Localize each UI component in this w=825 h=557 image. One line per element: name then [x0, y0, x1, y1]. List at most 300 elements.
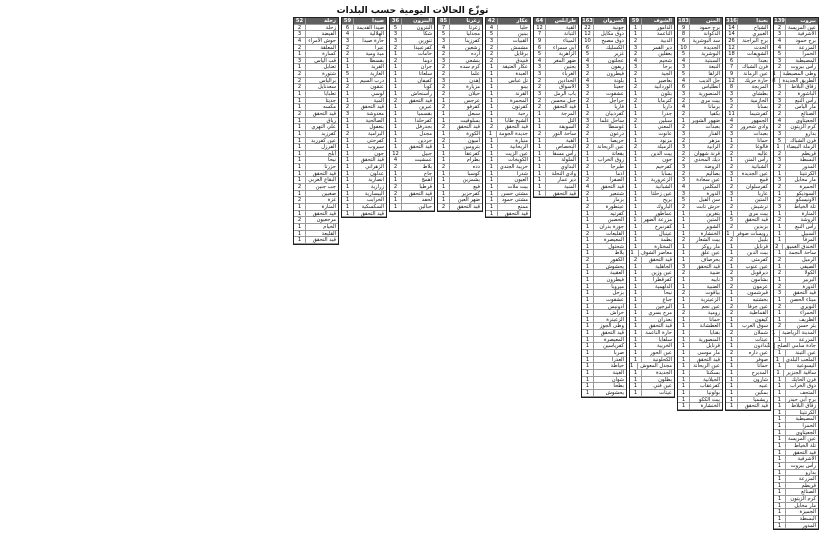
town-count: 1 — [582, 138, 594, 144]
town-name: كرم الزيتون — [790, 124, 816, 131]
town-name: المنصورية — [698, 91, 720, 98]
town-row — [774, 104, 818, 111]
town-row — [486, 31, 530, 38]
town-name: المنارة — [801, 210, 816, 217]
town-row — [774, 131, 818, 138]
town-name: ذوق الخراب — [789, 383, 816, 390]
town-name: عين قني — [653, 383, 672, 390]
town-count: 2 — [630, 144, 642, 150]
town-row — [630, 131, 674, 138]
town-name: بسابا — [661, 170, 672, 177]
town-count: 1 — [294, 171, 306, 177]
town-row — [294, 45, 338, 52]
town-count: 2 — [294, 71, 306, 77]
town-name: قيد التحقق — [360, 210, 384, 217]
town-count: 1 — [726, 177, 738, 183]
town-count: 2 — [294, 184, 306, 190]
town-row — [630, 177, 674, 184]
town-count: 1 — [582, 157, 594, 163]
town-count: 1 — [486, 184, 498, 190]
town-row — [582, 104, 626, 111]
town-name: الصنائع — [801, 110, 816, 117]
town-count: 1 — [630, 357, 642, 363]
town-count: 1 — [678, 330, 690, 336]
town-name: قيد التحقق — [504, 124, 528, 131]
town-count: 2 — [582, 204, 594, 210]
town-count: 2 — [726, 151, 738, 157]
town-name: عين داره — [748, 350, 768, 357]
town-row — [678, 323, 722, 330]
town-name: بريح — [662, 197, 672, 204]
town-row — [486, 71, 530, 78]
town-row — [294, 124, 338, 131]
town-row — [774, 323, 818, 330]
town-row — [630, 330, 674, 337]
town-name: غزة — [327, 197, 336, 204]
town-count: 1 — [678, 397, 690, 403]
town-name: الطريق الجديدة — [782, 77, 816, 84]
town-row — [582, 377, 626, 384]
town-count: 1 — [390, 144, 402, 150]
town-name: عاريا — [757, 190, 768, 197]
town-name: بيت الدين — [651, 150, 672, 157]
town-count: 1 — [342, 191, 354, 197]
town-count: 1 — [774, 403, 786, 409]
town-row — [726, 164, 770, 171]
town-count: 1 — [438, 184, 450, 190]
town-row — [294, 91, 338, 98]
town-name: عين كفرزبد — [311, 137, 336, 144]
town-name: أميون — [467, 137, 480, 144]
town-count: 1 — [630, 390, 642, 396]
town-row — [774, 144, 818, 151]
town-name: قيد التحقق — [360, 104, 384, 111]
town-row — [294, 144, 338, 151]
town-row — [438, 197, 482, 204]
town-name: الخرايب — [366, 197, 384, 204]
town-count: 2 — [582, 144, 594, 150]
town-name: صغبين — [322, 190, 336, 197]
town-name: بينو — [520, 84, 528, 91]
town-count: 1 — [582, 244, 594, 250]
town-count: 2 — [678, 151, 690, 157]
town-row — [390, 45, 434, 52]
town-row — [678, 58, 722, 65]
town-count: 3 — [774, 31, 786, 37]
town-count: 1 — [630, 297, 642, 303]
town-count: 1 — [342, 211, 354, 217]
town-name: زقاق البلاط — [791, 84, 816, 91]
town-name: القبيات — [512, 37, 528, 44]
town-count: 1 — [438, 111, 450, 117]
town-name: جورة بدران — [599, 223, 624, 230]
town-name: حرش تابت — [696, 203, 720, 210]
town-row — [486, 164, 530, 171]
town-row — [294, 104, 338, 111]
town-name: المعلقة — [320, 44, 336, 51]
town-row — [342, 25, 386, 32]
town-count: 1 — [630, 237, 642, 243]
town-row — [582, 164, 626, 171]
town-name: معاصر الشوف — [640, 250, 672, 257]
town-count: 1 — [630, 78, 642, 84]
town-count: 2 — [678, 111, 690, 117]
town-name: شدرا — [516, 170, 528, 177]
town-name: شتورة — [322, 71, 336, 78]
town-count: 1 — [726, 250, 738, 256]
town-count: 3 — [582, 64, 594, 70]
town-name: داريا — [662, 104, 672, 111]
town-count: 1 — [390, 204, 402, 210]
town-name: البحصاص — [555, 144, 576, 151]
town-row — [486, 157, 530, 164]
town-count: 26 — [726, 38, 738, 44]
town-name: لحفد — [421, 197, 432, 204]
town-count: 3 — [294, 31, 306, 37]
town-count: 1 — [486, 177, 498, 183]
town-name: ساقية الجنزير — [786, 369, 816, 376]
town-count: 1 — [678, 244, 690, 250]
town-count: 2 — [630, 71, 642, 77]
town-count: 1 — [678, 231, 690, 237]
town-count: 1 — [678, 343, 690, 349]
town-row — [726, 171, 770, 178]
town-name: مزرعة الضهر — [643, 217, 672, 224]
town-count: 1 — [774, 516, 786, 522]
town-row — [726, 111, 770, 118]
town-row — [630, 390, 674, 397]
town-count: 1 — [438, 98, 450, 104]
town-name: حمانا — [757, 363, 768, 370]
town-count: 2 — [438, 104, 450, 110]
town-count: 3 — [294, 58, 306, 64]
town-name: انطلياس — [701, 84, 720, 91]
town-row — [582, 357, 626, 364]
town-row — [438, 51, 482, 58]
town-name: حارة حريك — [744, 77, 768, 84]
town-row — [774, 443, 818, 450]
town-name: بلونة — [613, 77, 624, 84]
town-count: 1 — [678, 317, 690, 323]
town-count: 4 — [534, 58, 546, 64]
town-row — [582, 297, 626, 304]
town-name: قيد التحقق — [648, 257, 672, 264]
town-count: 4 — [726, 118, 738, 124]
town-count: 2 — [534, 104, 546, 110]
town-count: 2 — [774, 124, 786, 130]
town-name: بخشتيه — [752, 296, 768, 303]
town-row — [390, 138, 434, 145]
town-count: 1 — [486, 84, 498, 90]
town-row — [342, 131, 386, 138]
town-row — [342, 84, 386, 91]
town-name: بيت الشعار — [696, 237, 720, 244]
town-count: 1 — [630, 264, 642, 270]
town-name: مية ومية — [365, 51, 384, 58]
town-name: رأس بيروت — [790, 64, 816, 71]
town-count: 1 — [774, 297, 786, 303]
town-count: 1 — [294, 224, 306, 230]
town-count: 1 — [342, 171, 354, 177]
town-row — [726, 124, 770, 131]
town-name: بلاط — [614, 250, 624, 257]
town-count: 1 — [486, 151, 498, 157]
town-name: الفيضة — [321, 31, 336, 38]
town-name: جران — [420, 64, 432, 71]
town-name: برمانا — [708, 104, 720, 111]
town-name: المكلس — [702, 184, 720, 191]
town-count: 2 — [390, 58, 402, 64]
town-row — [342, 51, 386, 58]
town-row — [534, 31, 578, 38]
town-name: ديك المحدي — [694, 157, 720, 164]
town-name: ريفون — [610, 64, 624, 71]
town-name: بقسميا — [417, 110, 432, 117]
town-count: 1 — [630, 277, 642, 283]
town-row — [726, 330, 770, 337]
town-name: الصنائع — [801, 489, 816, 496]
town-count: 1 — [722, 231, 734, 237]
town-count: 1 — [630, 31, 642, 37]
town-row — [630, 98, 674, 105]
town-row — [630, 64, 674, 71]
town-count: 3 — [726, 131, 738, 137]
town-row — [774, 237, 818, 244]
town-row — [582, 317, 626, 324]
town-row — [438, 58, 482, 65]
town-count: 2 — [726, 204, 738, 210]
town-row — [726, 224, 770, 231]
town-name: رومية — [707, 310, 720, 317]
town-count: 1 — [774, 363, 786, 369]
town-name: عاليه — [757, 150, 768, 157]
town-count: 2 — [678, 157, 690, 163]
town-row — [678, 197, 722, 204]
town-count: 2 — [774, 64, 786, 70]
town-row — [774, 38, 818, 45]
town-row — [726, 131, 770, 138]
town-row — [726, 138, 770, 145]
town-row — [294, 138, 338, 145]
district-header — [486, 18, 530, 25]
town-name: درب السيم — [359, 77, 384, 84]
town-count: 2 — [726, 350, 738, 356]
town-name: فاريا — [614, 104, 624, 111]
town-row — [294, 64, 338, 71]
town-count: 3 — [726, 171, 738, 177]
town-row — [630, 244, 674, 251]
town-row — [726, 51, 770, 58]
town-name: عشقوت — [606, 91, 624, 98]
town-row — [630, 191, 674, 198]
town-row — [390, 197, 434, 204]
town-name: الكورة — [466, 130, 480, 137]
town-count: 1 — [534, 151, 546, 157]
town-row — [486, 98, 530, 105]
town-row — [630, 297, 674, 304]
town-name: غزير — [614, 51, 624, 58]
town-name: الصالحية — [365, 117, 384, 124]
town-row — [774, 423, 818, 430]
town-row — [294, 224, 338, 231]
town-count: 2 — [582, 177, 594, 183]
town-row — [582, 250, 626, 257]
town-count: 1 — [582, 217, 594, 223]
town-name: بجدرفل — [415, 124, 432, 131]
town-count: 5 — [486, 31, 498, 37]
town-count: 2 — [390, 164, 402, 170]
town-row — [774, 489, 818, 496]
town-row — [774, 330, 818, 337]
town-name: قيد التحقق — [408, 97, 432, 104]
town-count: 5 — [342, 71, 354, 77]
town-name: الروضة — [704, 164, 720, 171]
town-count: 2 — [294, 78, 306, 84]
town-name: بصاليم — [705, 170, 720, 177]
town-count: 1 — [582, 237, 594, 243]
town-name: البسطة — [799, 157, 816, 164]
town-row — [774, 257, 818, 264]
town-count: 1 — [678, 257, 690, 263]
town-count: 1 — [678, 277, 690, 283]
town-name: البرجين — [655, 303, 672, 310]
town-count: 2 — [774, 257, 786, 263]
town-count: 4 — [678, 58, 690, 64]
town-row — [630, 224, 674, 231]
town-count: 2 — [390, 191, 402, 197]
district-total: 183 — [678, 18, 689, 24]
town-count: 4 — [294, 38, 306, 44]
town-count: 1 — [342, 91, 354, 97]
town-name: أبي سمراء — [553, 44, 576, 51]
town-count: 3 — [678, 64, 690, 70]
town-count: 2 — [726, 257, 738, 263]
town-row — [438, 151, 482, 158]
town-row — [726, 144, 770, 151]
town-count: 1 — [630, 171, 642, 177]
town-name: حراش — [610, 310, 624, 317]
district-name: طرابلس — [554, 18, 576, 24]
town-name: جديدة الجومة — [498, 130, 528, 137]
town-row — [438, 144, 482, 151]
town-count: 1 — [294, 51, 306, 57]
town-row — [726, 264, 770, 271]
town-row — [486, 111, 530, 118]
town-row — [582, 217, 626, 224]
town-count: 1 — [630, 290, 642, 296]
town-row — [342, 204, 386, 211]
town-name: كفرزبد — [321, 130, 336, 137]
town-row — [774, 463, 818, 470]
town-row — [390, 164, 434, 171]
town-count: 1 — [294, 98, 306, 104]
district-column — [767, 17, 819, 530]
town-row — [726, 377, 770, 384]
town-count: 1 — [678, 304, 690, 310]
town-row — [726, 383, 770, 390]
town-name: خريبة الجندي — [499, 164, 528, 171]
town-count: 2 — [726, 310, 738, 316]
town-row — [582, 337, 626, 344]
town-name: الجديدة — [704, 44, 720, 51]
town-row — [630, 84, 674, 91]
town-name: بطرام — [466, 157, 480, 164]
town-row — [774, 45, 818, 52]
town-row — [774, 363, 818, 370]
town-count: 2 — [678, 270, 690, 276]
town-count: 1 — [582, 104, 594, 110]
town-count: 1 — [294, 204, 306, 210]
town-count: 1 — [438, 151, 450, 157]
town-row — [486, 118, 530, 125]
town-row — [582, 38, 626, 45]
town-row — [774, 224, 818, 231]
town-name: الغازية — [370, 71, 384, 78]
town-row — [726, 71, 770, 78]
town-row — [678, 224, 722, 231]
town-row — [726, 118, 770, 125]
town-row — [534, 58, 578, 65]
town-name: عين نجم — [701, 303, 720, 310]
town-count: 2 — [774, 111, 786, 117]
town-row — [294, 197, 338, 204]
town-name: ميروبا — [611, 283, 624, 290]
town-row — [726, 323, 770, 330]
town-count: 1 — [582, 284, 594, 290]
town-name: الزاهرية — [558, 51, 576, 58]
town-name: حمانا — [709, 316, 720, 323]
town-row — [630, 290, 674, 297]
town-row — [726, 310, 770, 317]
town-name: الشياح — [753, 24, 768, 31]
town-row — [630, 197, 674, 204]
town-row — [630, 151, 674, 158]
town-count: 1 — [726, 157, 738, 163]
town-row — [342, 64, 386, 71]
town-count: 2 — [774, 217, 786, 223]
town-row — [534, 38, 578, 45]
town-row — [486, 51, 530, 58]
town-row — [582, 197, 626, 204]
town-count: 1 — [774, 423, 786, 429]
town-row — [630, 211, 674, 218]
town-count: 1 — [630, 25, 642, 31]
district-header — [582, 18, 626, 25]
town-name: مجدل — [419, 130, 432, 137]
district-name: بعبدا — [756, 18, 768, 24]
town-row — [294, 171, 338, 178]
town-row — [342, 191, 386, 198]
town-count: 1 — [294, 191, 306, 197]
town-name: المنارة — [321, 203, 336, 210]
town-name: شحتول — [608, 243, 624, 250]
district-name: بيروت — [800, 18, 816, 24]
town-name: اليسوعية — [796, 363, 816, 370]
town-count: 5 — [534, 51, 546, 57]
town-row — [678, 397, 722, 404]
town-count: 1 — [390, 124, 402, 130]
town-name: حمانا — [757, 137, 768, 144]
town-name: قيد التحقق — [456, 124, 480, 131]
town-count: 1 — [726, 317, 738, 323]
town-row — [726, 357, 770, 364]
town-count: 1 — [390, 131, 402, 137]
town-count: 2 — [438, 64, 450, 70]
town-count: 8 — [768, 78, 780, 84]
town-count: 1 — [342, 138, 354, 144]
town-count: 1 — [726, 363, 738, 369]
town-count: 1 — [769, 71, 781, 77]
